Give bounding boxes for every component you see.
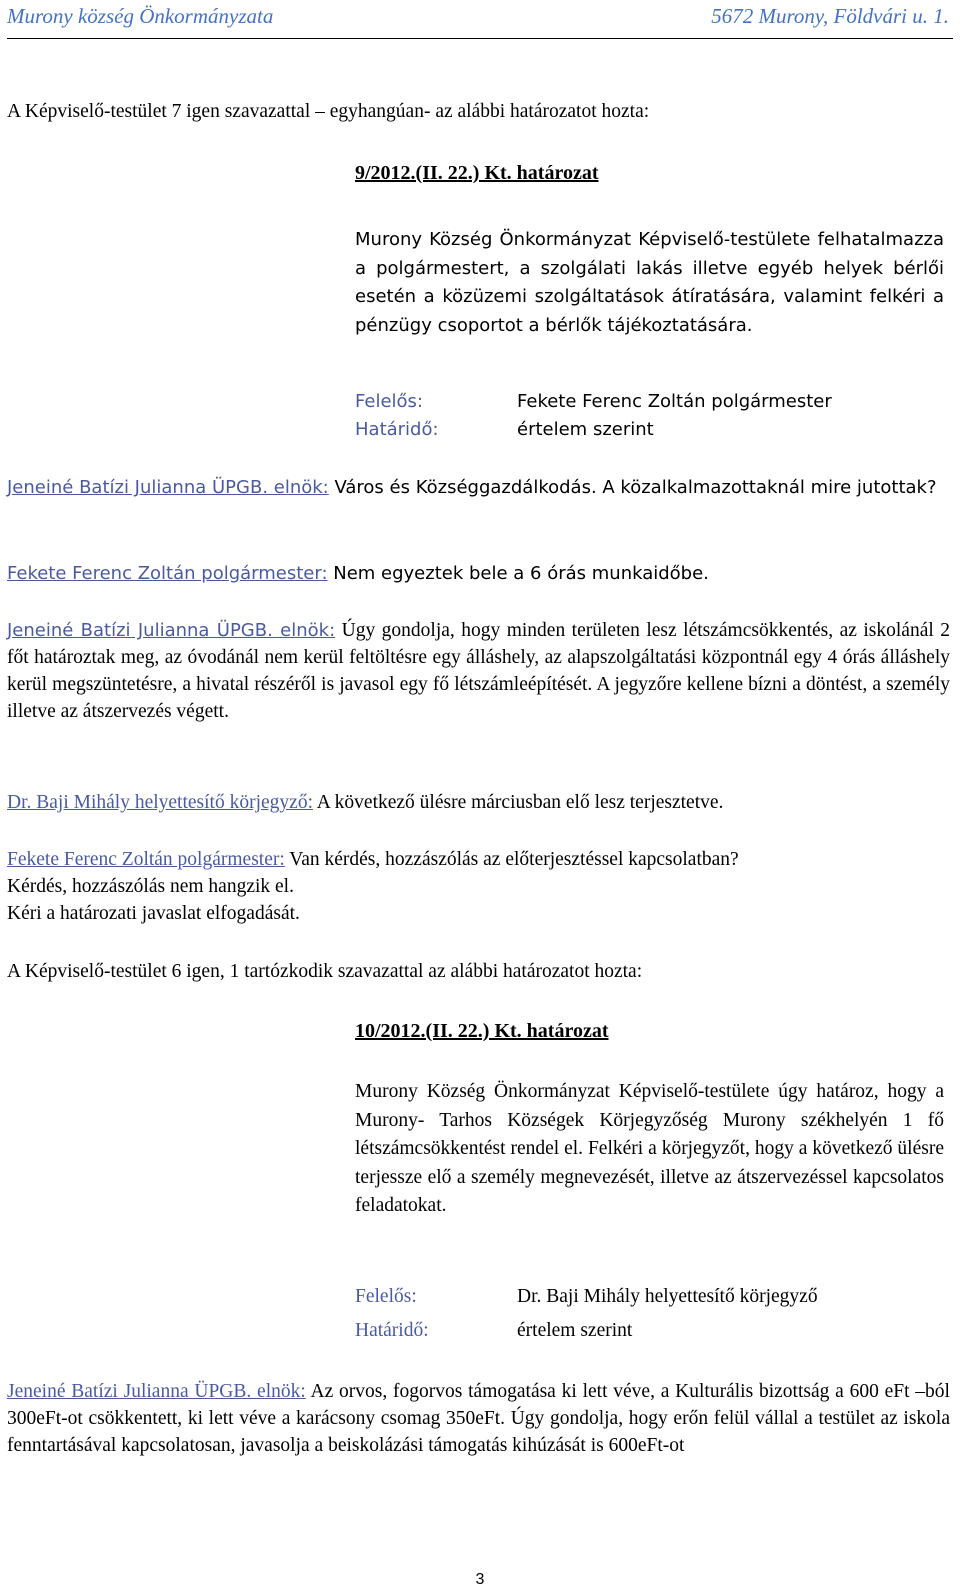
- header-address: 5672 Murony, Földvári u. 1.: [711, 4, 949, 28]
- resolution-1-title: [355, 160, 944, 187]
- speech-line-3: Kéri a határozati javaslat elfogadását.: [7, 903, 300, 924]
- resolution-1-deadline: [355, 416, 944, 443]
- speaker-name: Fekete Ferenc Zoltán polgármester:: [7, 849, 285, 870]
- resolution-1-text: Murony Község Önkormányzat Képviselő-testülete felhatalmazza a polgármestert, a szolgálati lakás illetve egyéb helyek bérlői esetén a közüzemi szolgáltatások átíratására, valamint felkéri a pénzügy csoportot a bérlők tájékoztatására.: [355, 229, 944, 336]
- responsible-value: Fekete Ferenc Zoltán polgármester: [517, 391, 832, 412]
- paragraph-jeneine-3: [7, 1378, 950, 1459]
- paragraph-notary-1: [7, 789, 950, 816]
- speech-text: Város és Községgazdálkodás. A közalkalmazottaknál mire jutottak?: [328, 477, 937, 498]
- paragraph-mayor-2: [7, 846, 950, 927]
- speech-line-2: Kérdés, hozzászólás nem hangzik el.: [7, 876, 294, 897]
- resolution-2-title: [355, 1018, 944, 1045]
- deadline-value: értelem szerint: [517, 1320, 633, 1341]
- responsible-value: Dr. Baji Mihály helyettesítő körjegyző: [517, 1286, 818, 1307]
- paragraph-jeneine-2: [7, 617, 950, 725]
- resolution-2-deadline: [355, 1317, 944, 1344]
- resolution-1-responsible: [355, 388, 944, 415]
- speaker-name: Fekete Ferenc Zoltán polgármester:: [7, 563, 328, 584]
- speech-text: Úgy gondolja, hogy minden területen lesz létszámcsökkentés, az iskolánál 2 főt határoztak meg, az óvodánál nem kerül feltöltésre egy álláshely, az alapszolgáltatási központnál egy 4 órás álláshely kerül megszüntetésre, a hivatal részéről is javasol egy fő létszámleépítését. A jegyzőre kellene bízni a döntést, a személy illetve az átszervezés végett.: [7, 620, 951, 722]
- intro-vote-1: A Képviselő-testület 7 igen szavazattal – egyhangúan- az alábbi határozatot hozta:: [7, 101, 650, 122]
- deadline-label: Határidő:: [355, 1320, 429, 1341]
- page-header: [7, 4, 953, 39]
- speech-text: Van kérdés, hozzászólás az előterjesztéssel kapcsolatban?: [284, 849, 739, 870]
- speech-text: Nem egyeztek bele a 6 órás munkaidőbe.: [327, 563, 709, 584]
- paragraph-mayor-1: [7, 560, 950, 587]
- speech-text: A következő ülésre márciusban elő lesz terjesztetve.: [312, 792, 724, 813]
- deadline-label: Határidő:: [355, 419, 439, 440]
- resolution-2-number: 10/2012.(II. 22.) Kt. határozat: [355, 1020, 609, 1042]
- resolution-2-responsible: [355, 1283, 944, 1310]
- speaker-name: Dr. Baji Mihály helyettesítő körjegyző:: [7, 792, 313, 813]
- responsible-label: Felelős:: [355, 1286, 417, 1307]
- page-number: 3: [475, 1571, 485, 1588]
- intro-vote-2: A Képviselő-testület 6 igen, 1 tartózkodik szavazattal az alábbi határozatot hozta:: [7, 961, 643, 982]
- paragraph-jeneine-1: [7, 474, 950, 501]
- resolution-1-number: 9/2012.(II. 22.) Kt. határozat: [355, 162, 599, 184]
- speaker-name: Jeneiné Batízi Julianna ÜPGB. elnök:: [7, 620, 336, 641]
- header-municipality: Murony község Önkormányzata: [7, 4, 274, 28]
- speaker-name: Jeneiné Batízi Julianna ÜPGB. elnök:: [7, 477, 329, 498]
- responsible-label: Felelős:: [355, 391, 423, 412]
- resolution-2-text: Murony Község Önkormányzat Képviselő-testülete úgy határoz, hogy a Murony- Tarhos Községek Körjegyzőség Murony székhelyén 1 fő létszámcsökkentést rendel el. Felkéri a körjegyzőt, hogy a következő ülésre terjessze elő a személy megnevezését, illetve az átszervezéssel kapcsolatos feladatokat.: [355, 1081, 944, 1216]
- speech-text: Az orvos, fogorvos támogatása ki lett véve, a Kulturális bizottság a 600 eFt –ból 300eFt-ot csökkentett, ki lett véve a karácsony csomag 350eFt. Úgy gondolja, hogy erőn felül vállal a testület az iskola fenntartásával kapcsolatosan, javasolja a beiskolázási támogatás kihúzását is 600eFt-ot: [7, 1381, 950, 1456]
- speaker-name: Jeneiné Batízi Julianna ÜPGB. elnök:: [7, 1381, 306, 1402]
- deadline-value: értelem szerint: [517, 419, 654, 440]
